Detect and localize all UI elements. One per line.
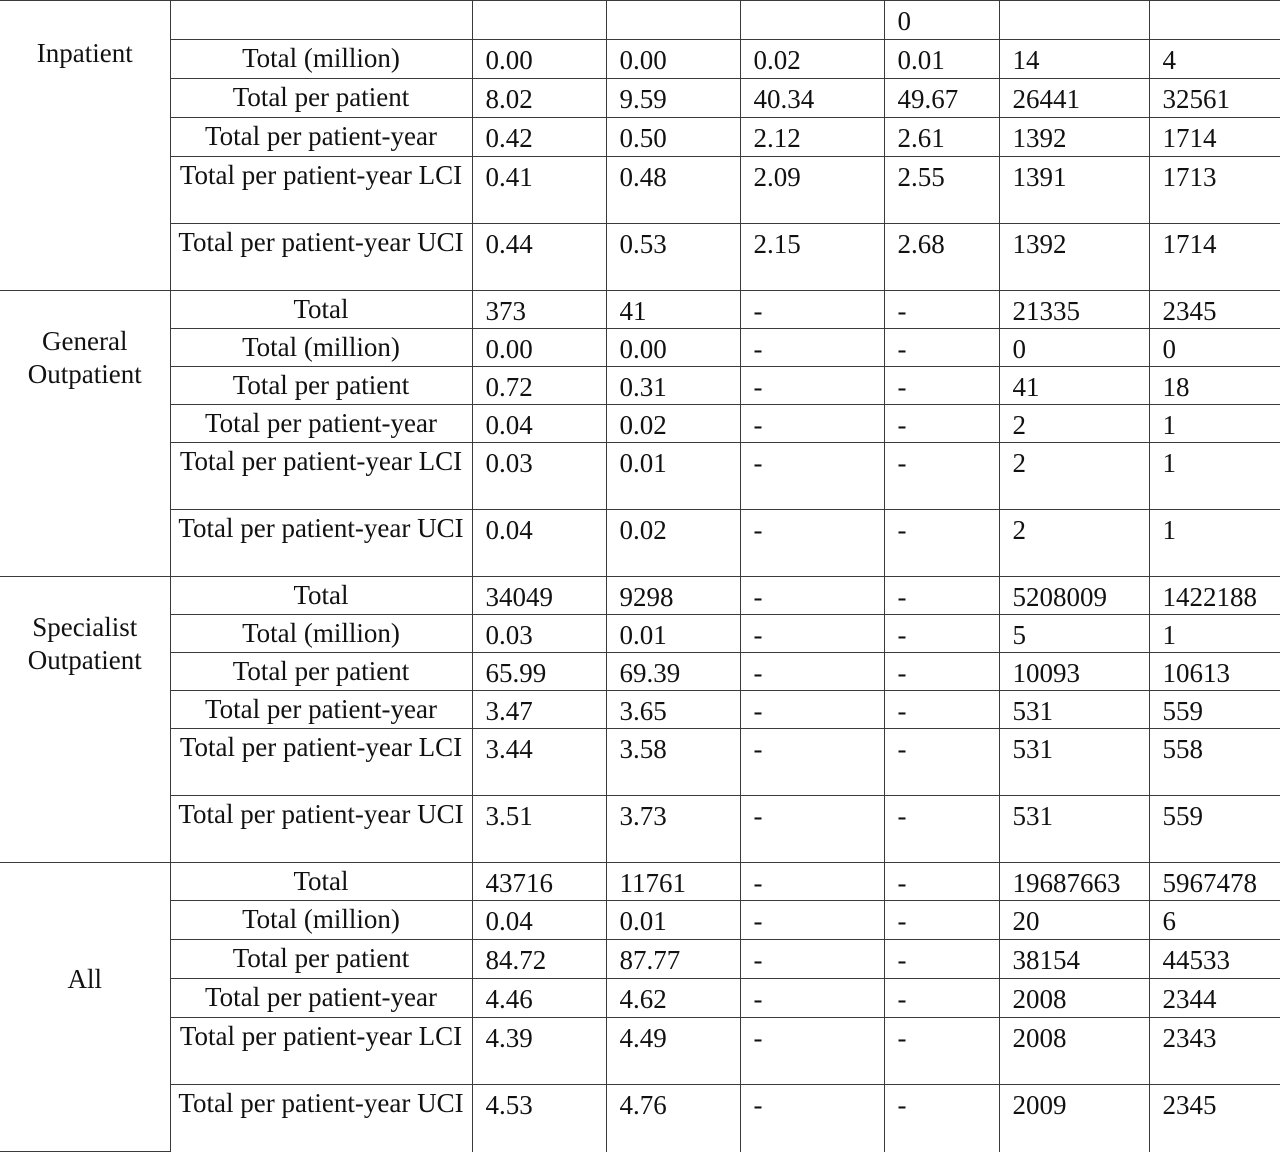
table-cell: 0.50 [606, 118, 740, 157]
row-group-label [0, 863, 170, 1152]
table-cell: 2.12 [740, 118, 884, 157]
table-cell: 2345 [1149, 291, 1280, 329]
table-cell: - [740, 329, 884, 367]
table-cell: 0.01 [606, 443, 740, 510]
table-cell: 1392 [999, 118, 1149, 157]
table-cell: 0.42 [472, 118, 606, 157]
table-cell: - [884, 863, 999, 901]
table-row [0, 224, 1280, 291]
table-cell: 69.39 [606, 653, 740, 691]
table-row [0, 405, 1280, 443]
table-cell: 87.77 [606, 940, 740, 979]
table-cell: 3.58 [606, 729, 740, 796]
table-cell: 3.51 [472, 796, 606, 863]
row-group-label-line: Specialist [32, 612, 138, 642]
table-cell: 2.15 [740, 224, 884, 291]
table-cell: - [740, 405, 884, 443]
table-cell: 3.47 [472, 691, 606, 729]
table-cell [740, 1, 884, 40]
table-cell: 38154 [999, 940, 1149, 979]
table-cell: - [884, 1085, 999, 1152]
table-cell: 0.00 [606, 40, 740, 79]
table-cell: - [740, 1018, 884, 1085]
row-label: Total (million) [170, 329, 472, 367]
table-cell: - [740, 691, 884, 729]
table-cell: - [884, 901, 999, 940]
table-row [0, 118, 1280, 157]
table-cell: - [740, 979, 884, 1018]
table-cell: 5 [999, 615, 1149, 653]
table-cell: 65.99 [472, 653, 606, 691]
table-cell: 0.31 [606, 367, 740, 405]
table-cell: 41 [999, 367, 1149, 405]
table-cell: 0.02 [740, 40, 884, 79]
table-cell: 18 [1149, 367, 1280, 405]
row-group-label-line: General [42, 326, 128, 356]
table-cell: 2344 [1149, 979, 1280, 1018]
table-cell: 2.55 [884, 157, 999, 224]
table-cell: 20 [999, 901, 1149, 940]
table-cell: 10093 [999, 653, 1149, 691]
table-cell: 531 [999, 729, 1149, 796]
row-label: Total per patient-year [170, 691, 472, 729]
table-cell: 531 [999, 691, 1149, 729]
table-row [0, 367, 1280, 405]
table-cell [472, 1, 606, 40]
table-cell: 0.01 [606, 901, 740, 940]
table-cell: - [884, 691, 999, 729]
row-label: Total [170, 863, 472, 901]
table-cell: - [740, 577, 884, 615]
table-row [0, 796, 1280, 863]
table-cell: 1714 [1149, 118, 1280, 157]
table-cell: 19687663 [999, 863, 1149, 901]
table-cell: 0.72 [472, 367, 606, 405]
table-cell: 559 [1149, 691, 1280, 729]
row-group-label-line: Inpatient [36, 38, 133, 68]
table-cell: 0.03 [472, 443, 606, 510]
table-cell: 558 [1149, 729, 1280, 796]
row-group-label [0, 291, 170, 577]
table-cell [1149, 1, 1280, 40]
table-cell: 1422188 [1149, 577, 1280, 615]
table-row [0, 443, 1280, 510]
table-cell: 2343 [1149, 1018, 1280, 1085]
table-cell: 2009 [999, 1085, 1149, 1152]
table-cell: 2.61 [884, 118, 999, 157]
table-cell: 6 [1149, 901, 1280, 940]
table-cell: - [884, 405, 999, 443]
table-cell: 9298 [606, 577, 740, 615]
table-cell: 0.00 [472, 329, 606, 367]
table-cell: 0.03 [472, 615, 606, 653]
table-cell: 2 [999, 405, 1149, 443]
row-label: Total per patient-year [170, 979, 472, 1018]
row-label: Total per patient [170, 367, 472, 405]
row-group-label-line: Outpatient [27, 359, 142, 389]
row-label: Total (million) [170, 901, 472, 940]
table-cell: 43716 [472, 863, 606, 901]
table-cell: - [740, 729, 884, 796]
row-label: Total per patient-year LCI [170, 729, 472, 796]
table-cell: 41 [606, 291, 740, 329]
table-cell: 2.68 [884, 224, 999, 291]
table-cell: 49.67 [884, 79, 999, 118]
row-label: Total [170, 291, 472, 329]
table-cell: - [740, 901, 884, 940]
table-cell: - [740, 510, 884, 577]
table-cell: 531 [999, 796, 1149, 863]
table-row [0, 157, 1280, 224]
table-cell: - [884, 796, 999, 863]
table-cell: 1714 [1149, 224, 1280, 291]
table-row [0, 729, 1280, 796]
table-cell: 0.41 [472, 157, 606, 224]
table-cell: 1 [1149, 405, 1280, 443]
row-label: Total per patient [170, 653, 472, 691]
table-body [0, 1, 1280, 1152]
table-cell: 0.04 [472, 405, 606, 443]
row-label: Total per patient-year [170, 118, 472, 157]
table-cell: 2008 [999, 979, 1149, 1018]
table-cell: 2008 [999, 1018, 1149, 1085]
table-row [0, 291, 1280, 329]
table-row [0, 901, 1280, 940]
row-label: Total per patient-year LCI [170, 1018, 472, 1085]
table-cell: 373 [472, 291, 606, 329]
table-cell: 0.48 [606, 157, 740, 224]
table-cell: 21335 [999, 291, 1149, 329]
table-cell: 4.76 [606, 1085, 740, 1152]
table-cell: - [884, 510, 999, 577]
table-cell: - [884, 615, 999, 653]
table-row [0, 577, 1280, 615]
table-cell: 1713 [1149, 157, 1280, 224]
row-label: Total (million) [170, 40, 472, 79]
table-cell: 0.04 [472, 901, 606, 940]
row-label: Total per patient [170, 940, 472, 979]
table-cell: 1 [1149, 443, 1280, 510]
table-row [0, 510, 1280, 577]
table-cell: 3.73 [606, 796, 740, 863]
table-cell: 0.00 [472, 40, 606, 79]
table-row [0, 653, 1280, 691]
row-label: Total per patient-year LCI [170, 157, 472, 224]
table-cell: - [884, 1018, 999, 1085]
table-cell: 2345 [1149, 1085, 1280, 1152]
table-cell: 9.59 [606, 79, 740, 118]
table-cell: - [884, 979, 999, 1018]
table-cell: - [884, 729, 999, 796]
row-label [170, 1, 472, 40]
table-cell: 1392 [999, 224, 1149, 291]
table-cell: 0.00 [606, 329, 740, 367]
table-cell: - [884, 443, 999, 510]
row-group-label-line: Outpatient [27, 645, 142, 675]
table-cell: - [740, 940, 884, 979]
row-label: Total per patient-year [170, 405, 472, 443]
table-cell: 8.02 [472, 79, 606, 118]
row-label: Total per patient [170, 79, 472, 118]
table-cell: - [884, 577, 999, 615]
table-row [0, 691, 1280, 729]
table-cell: 4.39 [472, 1018, 606, 1085]
row-label: Total per patient-year UCI [170, 224, 472, 291]
table-cell: 40.34 [740, 79, 884, 118]
table-cell: 34049 [472, 577, 606, 615]
table-cell: 4.46 [472, 979, 606, 1018]
table-cell: 4.62 [606, 979, 740, 1018]
table-row [0, 1085, 1280, 1152]
table-row [0, 1018, 1280, 1085]
table-cell: 0.53 [606, 224, 740, 291]
table-row [0, 329, 1280, 367]
table-cell: 4 [1149, 40, 1280, 79]
row-group-label [0, 1, 170, 291]
row-group-label-line: All [67, 964, 102, 994]
row-label: Total [170, 577, 472, 615]
row-label: Total per patient-year UCI [170, 1085, 472, 1152]
table-cell: 0 [999, 329, 1149, 367]
table-cell: 1391 [999, 157, 1149, 224]
table-cell: 0 [1149, 329, 1280, 367]
table-cell: - [740, 796, 884, 863]
table-row [0, 79, 1280, 118]
table-cell: 32561 [1149, 79, 1280, 118]
table-cell: - [884, 367, 999, 405]
table-row [0, 40, 1280, 79]
table-cell: - [740, 653, 884, 691]
table-row [0, 615, 1280, 653]
table-cell: - [884, 329, 999, 367]
table-cell: 1 [1149, 510, 1280, 577]
table-cell: 5208009 [999, 577, 1149, 615]
table-cell: - [740, 443, 884, 510]
table-cell: 559 [1149, 796, 1280, 863]
table-cell: 0.01 [884, 40, 999, 79]
table-cell: 26441 [999, 79, 1149, 118]
table-cell: 0.04 [472, 510, 606, 577]
row-group-label [0, 577, 170, 863]
table-cell: - [740, 615, 884, 653]
table-cell: 10613 [1149, 653, 1280, 691]
table-cell: - [884, 940, 999, 979]
row-label: Total per patient-year UCI [170, 796, 472, 863]
table-cell: 5967478 [1149, 863, 1280, 901]
table-row [0, 863, 1280, 901]
table-row [0, 940, 1280, 979]
table-cell: 0.02 [606, 510, 740, 577]
table-cell: 0.02 [606, 405, 740, 443]
table-row [0, 979, 1280, 1018]
table-cell: - [884, 653, 999, 691]
table-cell: 0 [884, 1, 999, 40]
table-cell: 3.65 [606, 691, 740, 729]
table-cell: 2 [999, 510, 1149, 577]
table-cell: 2.09 [740, 157, 884, 224]
table-row [0, 1, 1280, 40]
table-cell: 1 [1149, 615, 1280, 653]
table-cell: 3.44 [472, 729, 606, 796]
row-label: Total (million) [170, 615, 472, 653]
table-cell: 44533 [1149, 940, 1280, 979]
table-cell: 84.72 [472, 940, 606, 979]
table-cell: 11761 [606, 863, 740, 901]
row-label: Total per patient-year LCI [170, 443, 472, 510]
table-cell: 14 [999, 40, 1149, 79]
table-cell: 4.53 [472, 1085, 606, 1152]
table-cell: - [740, 1085, 884, 1152]
table-cell: 0.01 [606, 615, 740, 653]
table-cell: 4.49 [606, 1018, 740, 1085]
row-label: Total per patient-year UCI [170, 510, 472, 577]
table-cell [999, 1, 1149, 40]
table-cell: - [740, 367, 884, 405]
table-cell: - [740, 291, 884, 329]
table-cell: 2 [999, 443, 1149, 510]
table-cell: - [740, 863, 884, 901]
table-cell: 0.44 [472, 224, 606, 291]
table-cell: - [884, 291, 999, 329]
table-cell [606, 1, 740, 40]
